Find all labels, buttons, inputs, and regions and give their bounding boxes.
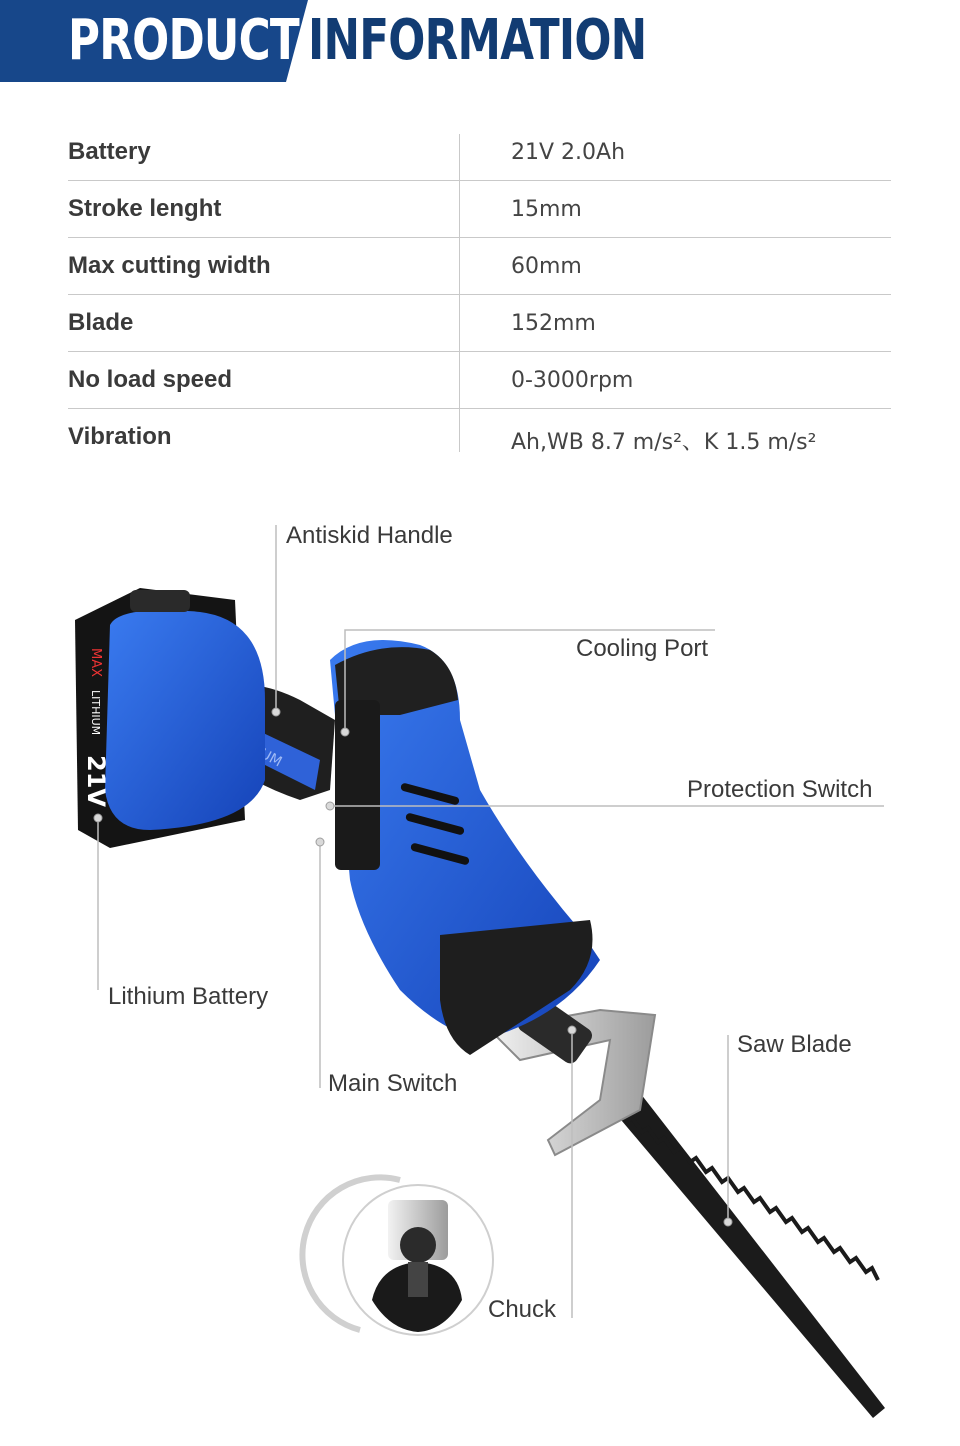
spec-label: Blade: [68, 309, 134, 336]
header-title-right: INFORMATION: [308, 8, 647, 73]
spec-table: [68, 124, 891, 465]
header-title-left: PRODUCT: [68, 8, 299, 73]
spec-row: [68, 295, 891, 352]
callout-saw-blade: Saw Blade: [737, 1031, 852, 1058]
spec-label: Stroke lenght: [68, 195, 222, 222]
chuck-inset: [302, 1177, 493, 1335]
saw-body: [330, 640, 600, 1055]
saw-blade: [600, 1080, 885, 1418]
reciprocating-saw-illustration: [0, 480, 960, 1446]
spec-value: 0-3000rpm: [511, 368, 634, 393]
spec-label: Vibration: [68, 423, 172, 450]
callout-cooling-port: Cooling Port: [576, 635, 709, 662]
spec-value: 60mm: [511, 254, 582, 279]
callout-protection-switch: Protection Switch: [687, 776, 873, 803]
spec-row: [68, 238, 891, 295]
spec-row: [68, 352, 891, 409]
lithium-battery: [75, 588, 265, 848]
spec-value: Ah,WB 8.7 m/s²、K 1.5 m/s²: [511, 430, 817, 455]
callout-main-switch: Main Switch: [328, 1070, 458, 1097]
spec-row: [68, 409, 891, 465]
battery-brand: MAX: [88, 648, 103, 678]
spec-value: 21V 2.0Ah: [511, 140, 626, 165]
spec-label: Battery: [68, 138, 151, 165]
spec-value: 15mm: [511, 197, 582, 222]
spec-row: [68, 124, 891, 181]
spec-label: No load speed: [68, 366, 233, 393]
battery-type: LITHIUM: [89, 690, 102, 736]
spec-value: 152mm: [511, 311, 596, 336]
spec-row: [68, 181, 891, 238]
callout-chuck: Chuck: [488, 1296, 557, 1323]
spec-label: Max cutting width: [68, 252, 271, 279]
callout-lithium-battery: Lithium Battery: [108, 983, 269, 1010]
header-banner: [0, 0, 960, 82]
callout-antiskid-handle: Antiskid Handle: [286, 522, 453, 549]
battery-voltage: 21V: [82, 755, 110, 807]
